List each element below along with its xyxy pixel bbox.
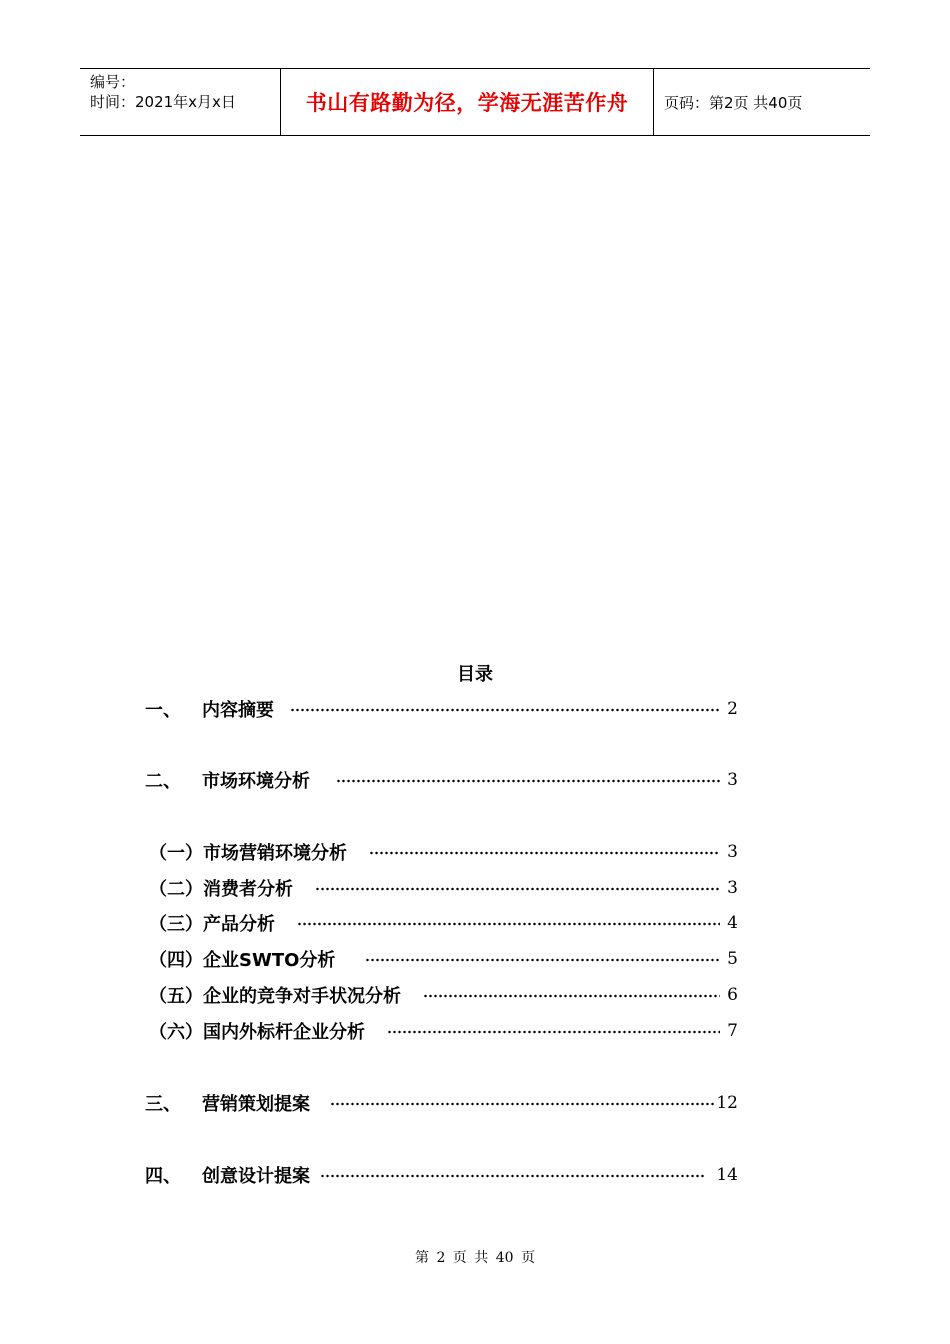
toc-entry-number: 二、 <box>145 771 181 792</box>
toc-entry-page: 3 <box>727 878 738 898</box>
toc-entry-label: 创意设计提案 <box>202 1166 310 1187</box>
toc-leader-dots <box>423 994 720 998</box>
toc-entry-page: 3 <box>727 770 738 790</box>
date-label: 时间：2021年x月x日 <box>90 93 236 111</box>
toc-entry-page: 3 <box>727 842 738 862</box>
toc-leader-dots <box>369 851 720 855</box>
toc-subentry[interactable] <box>145 910 738 936</box>
toc-entry-label: 市场环境分析 <box>202 771 310 792</box>
page-header <box>80 68 870 136</box>
toc-entry[interactable] <box>145 696 738 722</box>
toc-entry-page: 5 <box>727 949 738 969</box>
header-page-cell <box>654 69 870 135</box>
toc-entry-number: 一、 <box>145 700 181 721</box>
toc-entry-page: 14 <box>716 1165 738 1185</box>
page-footer: 第 2 页 共 40 页 <box>415 1250 535 1266</box>
toc-leader-dots <box>330 1102 716 1106</box>
toc-entry-page: 2 <box>727 699 738 719</box>
toc-entry-label: （六）国内外标杆企业分析 <box>149 1022 365 1043</box>
toc-entry[interactable] <box>145 767 738 793</box>
toc-entry-label: （二）消费者分析 <box>149 879 293 900</box>
toc-entry-label: （三）产品分析 <box>149 914 275 935</box>
toc-entry-page: 4 <box>727 913 738 933</box>
header-meta-cell <box>80 69 281 135</box>
toc-subentry[interactable] <box>145 1018 738 1044</box>
motto-text: 书山有路勤为径，学海无涯苦作舟 <box>305 91 629 115</box>
toc-leader-dots <box>336 779 720 783</box>
toc-entry-label: 营销策划提案 <box>202 1094 310 1115</box>
toc-subentry[interactable] <box>145 839 738 865</box>
toc-entry-label: （四）企业SWTO分析 <box>149 950 336 971</box>
toc-leader-dots <box>290 708 720 712</box>
toc-subentry[interactable] <box>145 982 738 1008</box>
toc-subentry[interactable] <box>145 875 738 901</box>
toc-leader-dots <box>387 1030 720 1034</box>
toc-entry-label: （一）市场营销环境分析 <box>149 843 347 864</box>
toc-entry-page: 6 <box>727 985 738 1005</box>
toc-subentry[interactable] <box>145 946 738 972</box>
toc-leader-dots <box>297 922 720 926</box>
toc-title: 目录 <box>457 664 493 685</box>
header-motto-cell <box>281 69 654 135</box>
toc-entry-page: 12 <box>716 1093 738 1113</box>
toc-leader-dots <box>320 1174 704 1178</box>
toc-entry-page: 7 <box>727 1021 738 1041</box>
toc-entry-label: （五）企业的竞争对手状况分析 <box>149 986 401 1007</box>
toc-entry-label: 内容摘要 <box>202 700 274 721</box>
toc-entry[interactable] <box>145 1090 738 1116</box>
serial-label: 编号： <box>90 73 136 91</box>
toc-entry[interactable] <box>145 1162 738 1188</box>
page-indicator: 页码：第2页 共40页 <box>664 93 803 112</box>
toc-leader-dots <box>315 887 720 891</box>
toc-entry-number: 四、 <box>145 1166 181 1187</box>
toc-entry-number: 三、 <box>145 1094 181 1115</box>
toc-leader-dots <box>365 958 720 962</box>
